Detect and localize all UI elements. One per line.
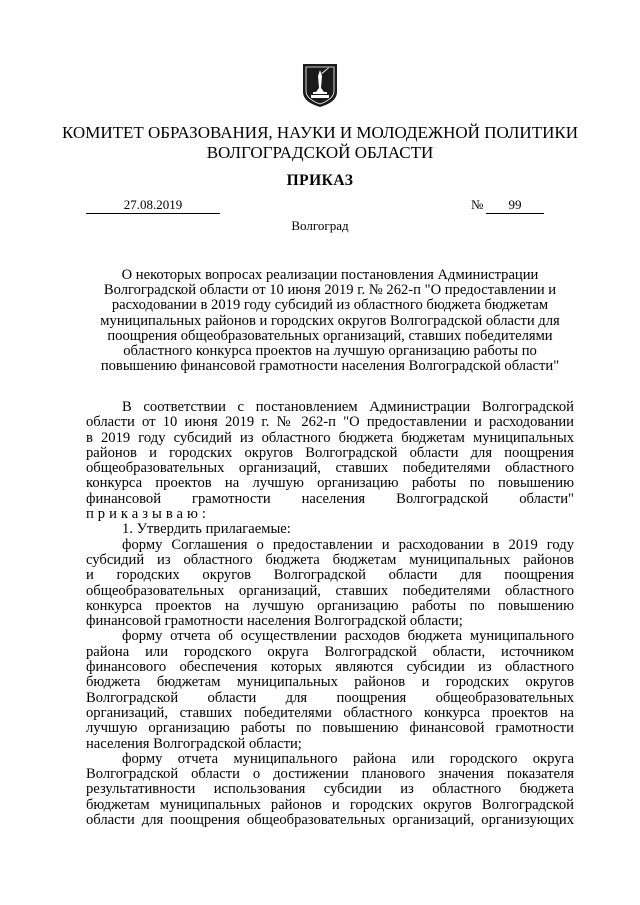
subject-line: поощрения общеобразовательных организаций, ставших победителями <box>107 327 553 344</box>
subject-line: муниципальных районов и городских округов Волгоградской области для <box>100 312 560 329</box>
subject-line: расходовании в 2019 году субсидий из областного бюджета бюджетам <box>111 297 549 314</box>
document-number: 99 <box>486 197 544 214</box>
body-line: населения Волгоградской области; <box>86 736 302 752</box>
organization-name-line1: КОМИТЕТ ОБРАЗОВАНИЯ, НАУКИ И МОЛОДЕЖНОЙ ПОЛИТИКИ <box>62 123 578 142</box>
document-subject <box>86 268 574 374</box>
document-type-title: ПРИКАЗ <box>286 172 354 189</box>
body-line: бюджета бюджетам муниципальных районов и городских округов <box>86 675 574 691</box>
body-line: форму Соглашения о предоставлении и расходовании в 2019 году <box>122 537 574 553</box>
body-line: конкурса проектов на лучшую организацию работы по повышению <box>86 476 574 492</box>
body-line: бюджетам муниципальных районов и городских округов Волгоградской <box>86 797 574 813</box>
document-date: 27.08.2019 <box>86 197 220 214</box>
body-line: финансовой грамотности населения Волгоградской области; <box>86 614 463 630</box>
body-line: лучшую организацию работы по повышению финансовой грамотности <box>86 721 574 737</box>
volgograd-coat-of-arms-icon <box>301 62 339 108</box>
subject-line: О некоторых вопросах реализации постановления Администрации <box>121 267 539 283</box>
body-line: финансовой грамотности населения Волгоградской области" <box>86 491 574 507</box>
document-body <box>86 400 574 828</box>
body-line: финансового обеспечения которых являются субсидии из областного <box>86 660 574 676</box>
body-line: области для поощрения общеобразовательных организаций, организующих <box>86 813 574 829</box>
body-line: районов и городских округов Волгоградской области для поощрения <box>86 445 574 461</box>
body-line: Волгоградской области для поощрения общеобразовательных <box>86 690 574 706</box>
body-line: организаций, ставших победителями областного конкурса проектов на <box>86 705 574 721</box>
body-line: Волгоградской области о достижении планового значения показателя <box>86 767 574 783</box>
body-line: результативности использования субсидии из областного бюджета <box>86 782 574 798</box>
body-line: форму отчета об осуществлении расходов бюджета муниципального <box>122 629 574 645</box>
document-city: Волгоград <box>291 218 349 233</box>
body-line: области от 10 июня 2019 г. № 262-п "О предоставлении и расходовании <box>86 415 574 431</box>
document-number-label: № <box>471 197 484 212</box>
body-line: в 2019 году субсидий из областного бюджета бюджетам муниципальных <box>86 430 574 446</box>
organization-name-line2: ВОЛГОГРАДСКОЙ ОБЛАСТИ <box>206 143 434 162</box>
body-line: форму отчета муниципального района или городского округа <box>122 751 574 767</box>
body-line: В соответствии с постановлением Администрации Волгоградской <box>122 400 574 415</box>
body-line: и городских округов Волгоградской области для поощрения <box>86 568 574 584</box>
body-line: района или городского округа Волгоградской области, источником <box>86 644 574 660</box>
subject-line: Волгоградской области от 10 июня 2019 г. № 262-п "О предоставлении и <box>103 282 557 299</box>
body-line: общеобразовательных организаций, ставших победителями областного <box>86 461 574 477</box>
subject-line: областного конкурса проектов на лучшую организацию работы по <box>123 343 537 360</box>
body-line: 1. Утвердить прилагаемые: <box>122 522 291 538</box>
body-line: конкурса проектов на лучшую организацию работы по повышению <box>86 598 574 614</box>
body-line-order-word: приказываю: <box>86 507 210 523</box>
body-line: общеобразовательных организаций, ставших победителями областного <box>86 583 574 599</box>
body-line: субсидий из областного бюджета бюджетам муниципальных районов <box>86 552 574 568</box>
subject-line: повышению финансовой грамотности населения Волгоградской области" <box>100 358 560 375</box>
